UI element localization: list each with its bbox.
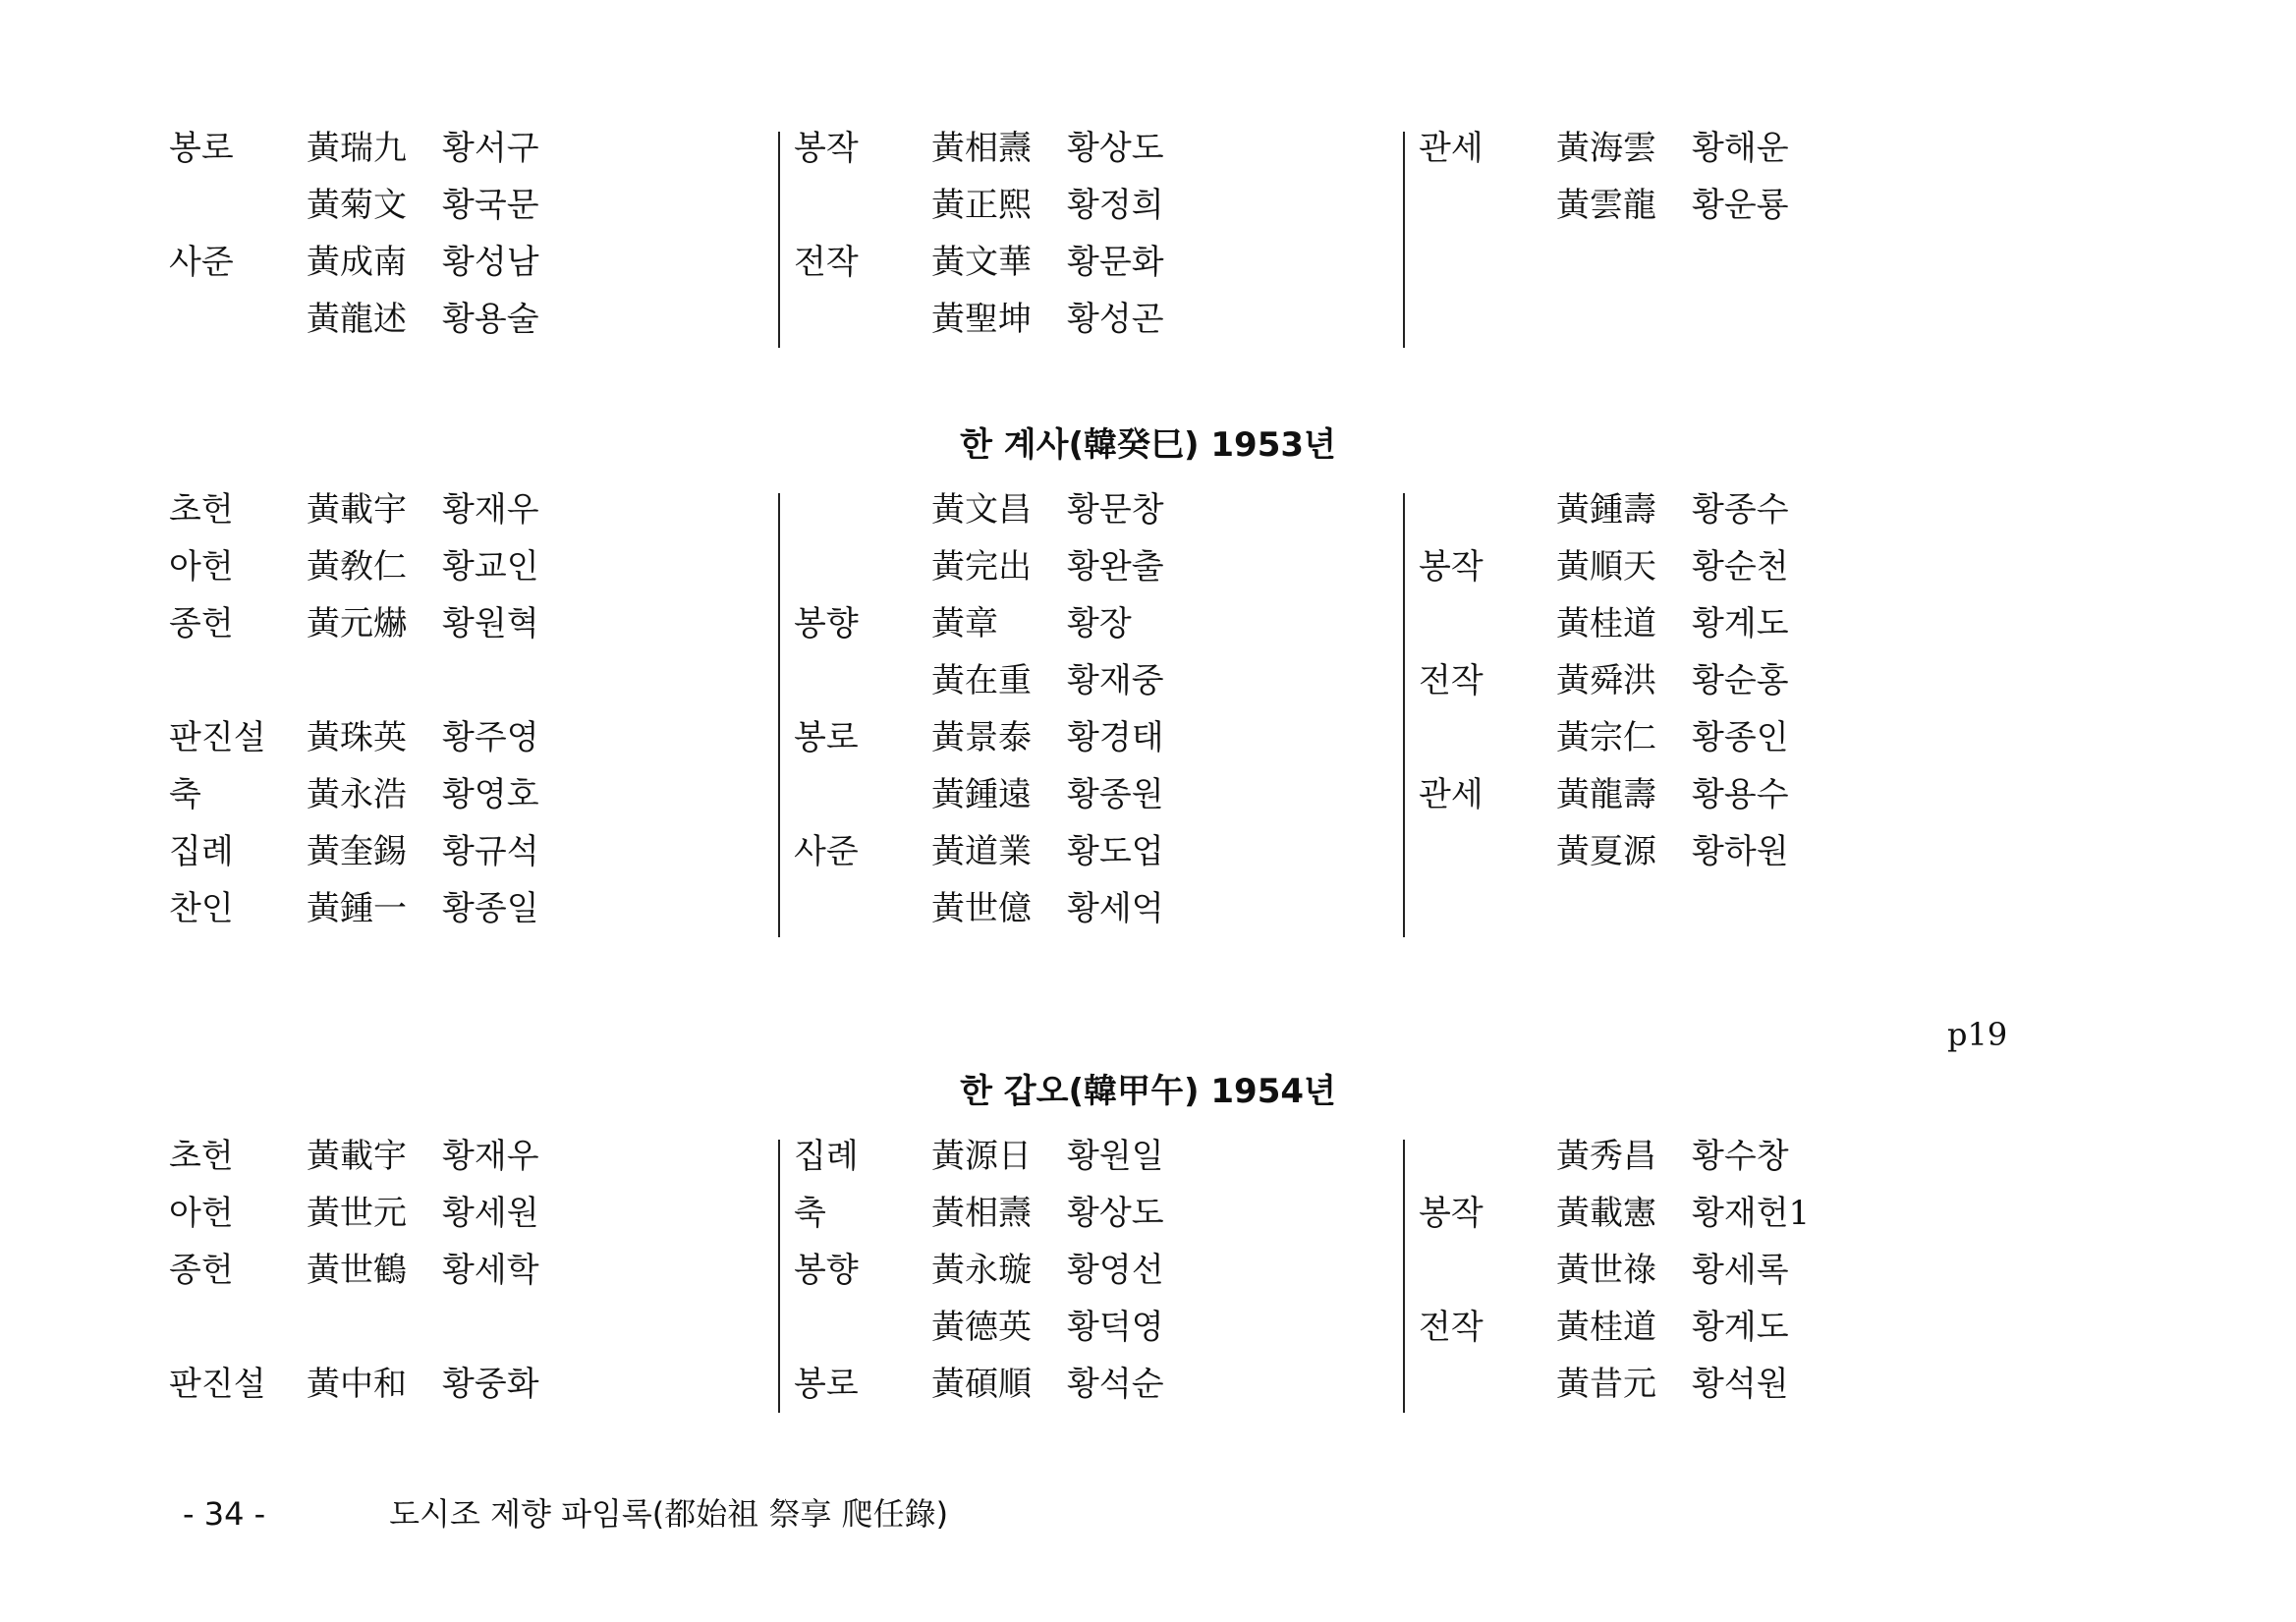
entry-name-hangul: 황세원	[442, 1194, 539, 1233]
entry-name-hanja: 黃完出	[931, 547, 1032, 587]
entry-name-hangul: 황원혁	[442, 604, 539, 643]
entry-name-hangul: 황정희	[1067, 186, 1164, 225]
entry-name-hanja: 黃元爀	[307, 604, 407, 643]
page-marker: p19	[1947, 1016, 2008, 1053]
entry-name-hangul: 황주영	[442, 718, 539, 757]
entry-name-hanja: 黃敎仁	[307, 547, 407, 587]
entry-name-hangul: 황성남	[442, 243, 539, 282]
entry-name-hanja: 黃載宇	[307, 1137, 407, 1176]
entry-role: 봉로	[794, 718, 859, 757]
page-footer	[183, 1489, 948, 1538]
column-divider	[1403, 132, 1405, 348]
entry-role: 축	[169, 775, 201, 814]
entry-name-hangul: 황상도	[1067, 129, 1164, 168]
entry-name-hanja: 黃龍壽	[1556, 775, 1656, 814]
entry-role: 전작	[794, 243, 859, 282]
entry-name-hanja: 黃正熙	[931, 186, 1032, 225]
entry-name-hangul: 황순천	[1692, 547, 1789, 587]
entry-role: 찬인	[169, 889, 234, 928]
entry-role: 종헌	[169, 1251, 234, 1290]
entry-name-hangul: 황문화	[1067, 243, 1164, 282]
entry-name-hangul: 황재헌1	[1692, 1194, 1811, 1233]
entry-name-hanja: 黃舜洪	[1556, 661, 1656, 700]
book-title: 도시조 제향 파임록(都始祖 祭享 爬任錄)	[389, 1495, 949, 1533]
entry-name-hangul: 황원일	[1067, 1137, 1164, 1176]
entry-name-hanja: 黃在重	[931, 661, 1032, 700]
page-number: - 34 -	[183, 1495, 266, 1533]
entry-name-hangul: 황완출	[1067, 547, 1164, 587]
entry-name-hangul: 황종수	[1692, 490, 1789, 530]
entry-name-hanja: 黃景泰	[931, 718, 1032, 757]
entry-role: 축	[794, 1194, 826, 1233]
entry-name-hangul: 황덕영	[1067, 1308, 1164, 1347]
entry-name-hangul: 황세록	[1692, 1251, 1789, 1290]
entry-role: 봉로	[169, 129, 234, 168]
entry-name-hangul: 황용술	[442, 300, 539, 339]
entry-name-hangul: 황상도	[1067, 1194, 1164, 1233]
entry-name-hanja: 黃秀昌	[1556, 1137, 1656, 1176]
section-title-1954: 한 갑오(韓甲午) 1954년	[960, 1072, 1336, 1111]
entry-name-hanja: 黃文昌	[931, 490, 1032, 530]
top-block	[0, 120, 2296, 348]
entry-name-hangul: 황세억	[1067, 889, 1164, 928]
entry-name-hanja: 黃世鶴	[307, 1251, 407, 1290]
entry-name-hangul: 황순홍	[1692, 661, 1789, 700]
entry-name-hangul: 황도업	[1067, 832, 1164, 871]
entry-role: 봉향	[794, 604, 859, 643]
column-divider	[778, 493, 780, 937]
entry-role: 관세	[1419, 129, 1484, 168]
entry-role: 사준	[794, 832, 859, 871]
entry-name-hangul: 황중화	[442, 1365, 539, 1404]
entry-role: 전작	[1419, 1308, 1484, 1347]
entry-name-hanja: 黃奎錫	[307, 832, 407, 871]
entry-name-hangul: 황재우	[442, 1137, 539, 1176]
entry-name-hanja: 黃鍾一	[307, 889, 407, 928]
entry-name-hanja: 黃龍述	[307, 300, 407, 339]
entry-name-hanja: 黃章	[931, 604, 998, 643]
entry-name-hangul: 황영선	[1067, 1251, 1164, 1290]
entry-name-hanja: 黃載宇	[307, 490, 407, 530]
section-1954	[0, 1128, 2296, 1413]
entry-role: 관세	[1419, 775, 1484, 814]
entry-name-hangul: 황재중	[1067, 661, 1164, 700]
entry-name-hangul: 황종인	[1692, 718, 1789, 757]
entry-role: 전작	[1419, 661, 1484, 700]
entry-name-hanja: 黃碩順	[931, 1365, 1032, 1404]
entry-name-hangul: 황문창	[1067, 490, 1164, 530]
entry-role: 집례	[794, 1137, 859, 1176]
section-title-1953: 한 계사(韓癸巳) 1953년	[960, 425, 1336, 465]
entry-role: 초헌	[169, 1137, 234, 1176]
entry-name-hangul: 황수창	[1692, 1137, 1789, 1176]
entry-name-hangul: 황영호	[442, 775, 539, 814]
entry-name-hanja: 黃世祿	[1556, 1251, 1656, 1290]
entry-role: 봉로	[794, 1365, 859, 1404]
entry-name-hangul: 황석원	[1692, 1365, 1789, 1404]
entry-name-hanja: 黃相燾	[931, 129, 1032, 168]
entry-name-hangul: 황성곤	[1067, 300, 1164, 339]
entry-name-hangul: 황교인	[442, 547, 539, 587]
column-divider	[1403, 493, 1405, 937]
entry-name-hanja: 黃源日	[931, 1137, 1032, 1176]
entry-role: 사준	[169, 243, 234, 282]
entry-name-hanja: 黃文華	[931, 243, 1032, 282]
entry-name-hanja: 黃中和	[307, 1365, 407, 1404]
entry-name-hanja: 黃珠英	[307, 718, 407, 757]
entry-name-hanja: 黃永浩	[307, 775, 407, 814]
entry-name-hanja: 黃鍾壽	[1556, 490, 1656, 530]
entry-name-hanja: 黃道業	[931, 832, 1032, 871]
entry-name-hanja: 黃成南	[307, 243, 407, 282]
entry-name-hangul: 황운룡	[1692, 186, 1789, 225]
entry-role: 판진설	[169, 718, 266, 757]
entry-name-hanja: 黃宗仁	[1556, 718, 1656, 757]
entry-role: 초헌	[169, 490, 234, 530]
entry-name-hangul: 황서구	[442, 129, 539, 168]
entry-name-hanja: 黃海雲	[1556, 129, 1656, 168]
entry-name-hangul: 황재우	[442, 490, 539, 530]
entry-name-hangul: 황석순	[1067, 1365, 1164, 1404]
entry-name-hanja: 黃載憲	[1556, 1194, 1656, 1233]
entry-role: 봉작	[794, 129, 859, 168]
entry-name-hangul: 황계도	[1692, 604, 1789, 643]
entry-name-hangul: 황해운	[1692, 129, 1789, 168]
entry-name-hanja: 黃桂道	[1556, 604, 1656, 643]
entry-name-hangul: 황규석	[442, 832, 539, 871]
entry-name-hangul: 황세학	[442, 1251, 539, 1290]
entry-name-hanja: 黃聖坤	[931, 300, 1032, 339]
entry-role: 아헌	[169, 547, 234, 587]
entry-role: 판진설	[169, 1365, 266, 1404]
entry-name-hanja: 黃相燾	[931, 1194, 1032, 1233]
entry-role: 봉향	[794, 1251, 859, 1290]
entry-name-hanja: 黃菊文	[307, 186, 407, 225]
entry-name-hanja: 黃瑞九	[307, 129, 407, 168]
entry-role: 봉작	[1419, 547, 1484, 587]
column-divider	[778, 1140, 780, 1413]
entry-name-hangul: 황하원	[1692, 832, 1789, 871]
entry-name-hangul: 황장	[1067, 604, 1132, 643]
entry-name-hangul: 황국문	[442, 186, 539, 225]
entry-name-hanja: 黃世元	[307, 1194, 407, 1233]
entry-name-hangul: 황경태	[1067, 718, 1164, 757]
entry-name-hanja: 黃夏源	[1556, 832, 1656, 871]
entry-name-hangul: 황종일	[442, 889, 539, 928]
entry-name-hanja: 黃世億	[931, 889, 1032, 928]
section-1953	[0, 481, 2296, 937]
entry-name-hangul: 황계도	[1692, 1308, 1789, 1347]
column-divider	[778, 132, 780, 348]
entry-name-hanja: 黃桂道	[1556, 1308, 1656, 1347]
entry-name-hanja: 黃順天	[1556, 547, 1656, 587]
entry-role: 종헌	[169, 604, 234, 643]
entry-name-hangul: 황용수	[1692, 775, 1789, 814]
entry-name-hanja: 黃德英	[931, 1308, 1032, 1347]
entry-name-hanja: 黃鍾遠	[931, 775, 1032, 814]
entry-name-hanja: 黃昔元	[1556, 1365, 1656, 1404]
entry-name-hanja: 黃雲龍	[1556, 186, 1656, 225]
column-divider	[1403, 1140, 1405, 1413]
entry-name-hanja: 黃永璇	[931, 1251, 1032, 1290]
entry-role: 아헌	[169, 1194, 234, 1233]
entry-name-hangul: 황종원	[1067, 775, 1164, 814]
entry-role: 집례	[169, 832, 234, 871]
entry-role: 봉작	[1419, 1194, 1484, 1233]
